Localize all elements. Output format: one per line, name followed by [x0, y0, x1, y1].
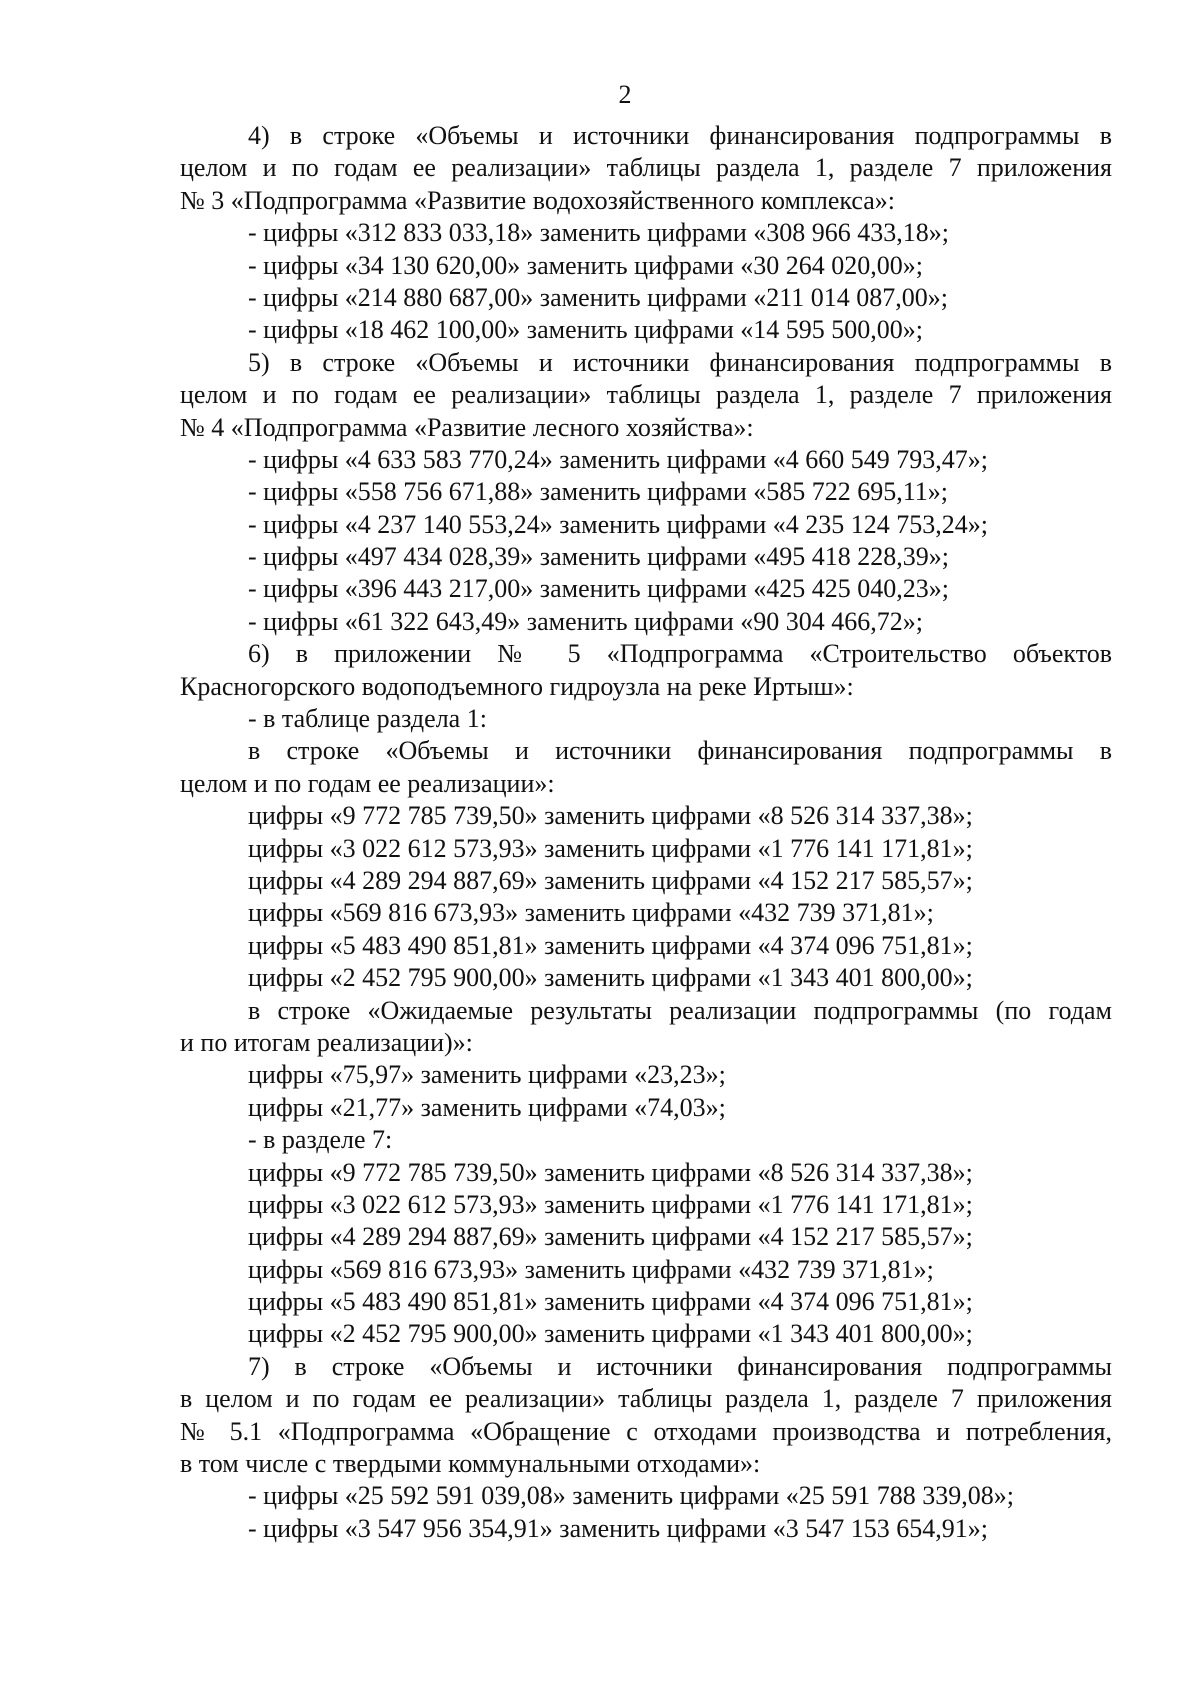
text-line: - цифры «312 833 033,18» заменить цифрами «308 966 433,18»; — [248, 218, 949, 248]
text-line: цифры «9 772 785 739,50» заменить цифрами «8 526 314 337,38»; — [248, 801, 973, 831]
page-number: 2 — [618, 80, 632, 109]
document-body — [180, 120, 1112, 1545]
text-line: цифры «569 816 673,93» заменить цифрами «432 739 371,81»; — [248, 1254, 934, 1284]
text-line: - цифры «558 756 671,88» заменить цифрами «585 722 695,11»; — [248, 477, 948, 507]
text-line: - цифры «214 880 687,00» заменить цифрами «211 014 087,00»; — [248, 282, 948, 312]
text-line: - цифры «396 443 217,00» заменить цифрами «425 425 040,23»; — [248, 574, 949, 604]
text-line: и по итогам реализации)»: — [180, 1027, 473, 1057]
text-line: - цифры «25 592 591 039,08» заменить цифрами «25 591 788 339,08»; — [248, 1481, 1014, 1511]
text-line: цифры «2 452 795 900,00» заменить цифрами «1 343 401 800,00»; — [248, 1319, 973, 1349]
text-line: в том числе с твердыми коммунальными отходами»: — [180, 1449, 761, 1479]
text-line: № 5.1 «Подпрограмма «Обращение с отходами производства и потребления, — [180, 1416, 1112, 1446]
text-line: 6) в приложении № 5 «Подпрограмма «Строительство объектов — [248, 639, 1112, 669]
text-line: цифры «4 289 294 887,69» заменить цифрами «4 152 217 585,57»; — [248, 865, 973, 895]
text-line: 4) в строке «Объемы и источники финансирования подпрограммы в — [248, 121, 1112, 150]
text-line: в строке «Объемы и источники финансирования подпрограммы в — [248, 736, 1112, 766]
text-line: цифры «9 772 785 739,50» заменить цифрами «8 526 314 337,38»; — [248, 1157, 973, 1187]
text-line: целом и по годам ее реализации» таблицы раздела 1, разделе 7 приложения — [180, 380, 1112, 410]
text-line: в строке «Ожидаемые результаты реализации подпрограммы (по годам — [248, 995, 1112, 1025]
text-line: цифры «75,97» заменить цифрами «23,23»; — [248, 1060, 726, 1090]
text-line: - в таблице раздела 1: — [248, 704, 487, 734]
text-line: - цифры «3 547 956 354,91» заменить цифрами «3 547 153 654,91»; — [248, 1513, 988, 1543]
text-line: - цифры «34 130 620,00» заменить цифрами «30 264 020,00»; — [248, 250, 923, 280]
text-line: - цифры «4 633 583 770,24» заменить цифрами «4 660 549 793,47»; — [248, 444, 988, 474]
text-line: цифры «3 022 612 573,93» заменить цифрами «1 776 141 171,81»; — [248, 833, 973, 863]
text-line: цифры «5 483 490 851,81» заменить цифрами «4 374 096 751,81»; — [248, 1287, 973, 1317]
text-line: цифры «21,77» заменить цифрами «74,03»; — [248, 1092, 726, 1122]
text-line: целом и по годам ее реализации»: — [180, 768, 555, 798]
text-line: № 3 «Подпрограмма «Развитие водохозяйственного комплекса»: — [180, 185, 896, 215]
text-line: 7) в строке «Объемы и источники финансирования подпрограммы — [248, 1351, 1112, 1381]
text-line: цифры «3 022 612 573,93» заменить цифрами «1 776 141 171,81»; — [248, 1189, 973, 1219]
text-line: - цифры «61 322 643,49» заменить цифрами «90 304 466,72»; — [248, 606, 923, 636]
text-line: 5) в строке «Объемы и источники финансирования подпрограммы в — [248, 347, 1112, 377]
text-line: - цифры «497 434 028,39» заменить цифрами «495 418 228,39»; — [248, 542, 949, 572]
text-line: - цифры «18 462 100,00» заменить цифрами «14 595 500,00»; — [248, 315, 923, 345]
text-line: - цифры «4 237 140 553,24» заменить цифрами «4 235 124 753,24»; — [248, 509, 988, 539]
text-line: № 4 «Подпрограмма «Развитие лесного хозяйства»: — [180, 412, 754, 442]
text-line: Красногорского водоподъемного гидроузла на реке Иртыш»: — [180, 671, 854, 701]
text-line: цифры «4 289 294 887,69» заменить цифрами «4 152 217 585,57»; — [248, 1222, 973, 1252]
text-line: цифры «2 452 795 900,00» заменить цифрами «1 343 401 800,00»; — [248, 963, 973, 993]
text-line: в целом и по годам ее реализации» таблицы раздела 1, разделе 7 приложения — [180, 1384, 1112, 1414]
text-line: - в разделе 7: — [248, 1125, 393, 1155]
text-line: цифры «5 483 490 851,81» заменить цифрами «4 374 096 751,81»; — [248, 930, 973, 960]
text-line: цифры «569 816 673,93» заменить цифрами «432 739 371,81»; — [248, 898, 934, 928]
text-line: целом и по годам ее реализации» таблицы раздела 1, разделе 7 приложения — [180, 153, 1112, 183]
